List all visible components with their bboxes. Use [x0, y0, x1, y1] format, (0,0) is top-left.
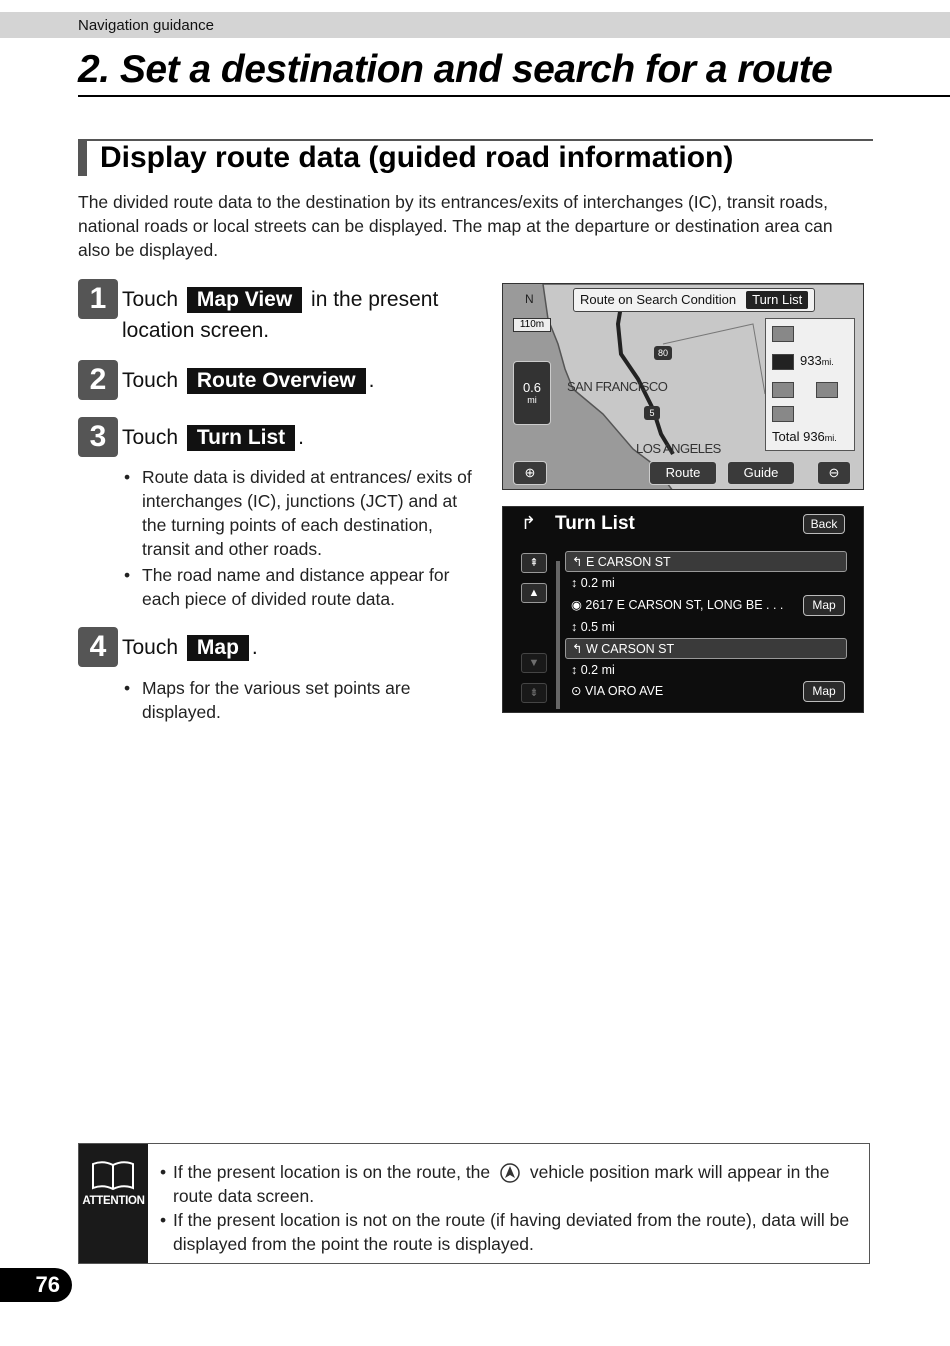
highway-shield-80: 80 — [654, 346, 672, 360]
route-summary-panel — [765, 318, 855, 451]
location-name: 2617 E CARSON ST, LONG BE . . . — [585, 598, 784, 612]
city-label-san-francisco: SAN FRANCISCO — [567, 379, 668, 394]
segment-distance: 0.5 mi — [580, 620, 615, 634]
step-3-note: • Route data is divided at entrances/ exits of interchanges (IC), junctions (JCT) and at the turning points of each destination, transit and other roads. — [122, 465, 477, 561]
vehicle-position-icon: ⊙ — [571, 684, 585, 698]
map-scale: 110m — [513, 318, 551, 332]
attention-notes — [160, 1160, 860, 1256]
attention-label: ATTENTION — [82, 1195, 145, 1207]
step-2-post: . — [368, 369, 375, 392]
step-4-post: . — [251, 636, 258, 659]
attention-note-1-end: vehicle position mark will appear in the route data screen. — [173, 1162, 830, 1207]
other-road-icon — [772, 406, 794, 422]
page-down-icon[interactable]: ⇟ — [521, 683, 547, 703]
turn-list-row — [565, 660, 847, 681]
step-1-post: in the present — [311, 288, 439, 311]
running-header — [0, 12, 950, 38]
step-4-number: 4 — [78, 627, 118, 667]
attention-note-1-start: If the present location is on the route, the — [173, 1162, 491, 1182]
highway-row — [772, 353, 834, 370]
page-up-icon[interactable]: ⇞ — [521, 553, 547, 573]
street-name: E CARSON ST — [585, 555, 671, 569]
step-2-number: 2 — [78, 360, 118, 400]
step-1-text — [122, 284, 438, 346]
route-condition-banner — [573, 288, 815, 312]
distance-icon: ↕ — [571, 620, 581, 634]
north-arrow-icon: N — [525, 292, 534, 306]
turn-list-icon: ↱ — [521, 513, 537, 533]
turn-list-row[interactable] — [565, 638, 847, 659]
total-row — [772, 429, 837, 444]
book-icon — [89, 1160, 137, 1192]
location-icon: ◉ — [571, 598, 586, 612]
step-3-notes — [122, 465, 477, 613]
attention-box — [78, 1143, 870, 1264]
other-row — [772, 405, 800, 422]
section-marker — [78, 140, 87, 176]
chapter-title: 2. Set a destination and search for a route — [78, 48, 833, 91]
turn-left-icon: ↰ — [572, 642, 586, 656]
step-2-pre: Touch — [122, 369, 179, 392]
distance-indicator — [513, 361, 551, 425]
attention-note — [160, 1160, 860, 1208]
step-1-post2: location screen. — [122, 319, 270, 342]
running-header-label: Navigation guidance — [78, 17, 214, 34]
turn-left-icon: ↰ — [572, 555, 586, 569]
scroll-up-icon[interactable]: ▲ — [521, 583, 547, 603]
turn-list-row — [565, 617, 847, 638]
segment-distance: 0.2 mi — [580, 663, 615, 677]
route-overview-screenshot — [502, 283, 864, 490]
turn-list-screenshot — [502, 506, 864, 713]
route-button[interactable]: Route — [649, 461, 717, 485]
page-number: 76 — [0, 1268, 72, 1302]
intro-paragraph: The divided route data to the destination by its entrances/exits of interchanges (IC), transit roads, national roads or local streets can be displayed. The map at the departure or destination area can also be displayed. — [78, 192, 833, 260]
back-button[interactable]: Back — [803, 514, 845, 534]
distance-icon: ↕ — [571, 576, 581, 590]
city-label-los-angeles: LOS ANGELES — [636, 441, 721, 456]
map-button[interactable]: Map — [803, 681, 845, 702]
total-miles: 936 — [803, 429, 825, 444]
distance-unit: mi — [527, 395, 537, 405]
chapter-rule — [78, 95, 950, 97]
vehicle-position-mark-icon — [497, 1162, 523, 1184]
step-4-pre: Touch — [122, 636, 179, 659]
step-3-number: 3 — [78, 417, 118, 457]
turn-list-row[interactable] — [565, 551, 847, 572]
turn-list-row — [565, 573, 847, 594]
highway-unit: mi. — [821, 357, 834, 367]
road-type-row — [772, 325, 800, 342]
zoom-in-icon[interactable]: ⊕ — [513, 461, 547, 485]
step-1-number: 1 — [78, 279, 118, 319]
turn-list-title: Turn List — [555, 513, 635, 534]
segment-distance: 0.2 mi — [580, 576, 615, 590]
attention-sidebar — [79, 1144, 148, 1263]
scroll-down-icon[interactable]: ▼ — [521, 653, 547, 673]
highway-miles: 933 — [800, 353, 822, 368]
ferry-row — [772, 381, 844, 398]
step-4-note: • Maps for the various set points are displayed. — [122, 676, 477, 724]
step-2-text — [122, 365, 374, 396]
step-3-post: . — [298, 426, 304, 449]
map-button[interactable]: Map — [803, 595, 845, 616]
step-3-note: • The road name and distance appear for each piece of divided route data. — [122, 563, 477, 611]
distance-icon: ↕ — [571, 663, 581, 677]
toll-road-icon — [772, 326, 794, 342]
scrollbar-track[interactable] — [556, 561, 560, 709]
tollgate-icon — [816, 382, 838, 398]
total-unit: mi. — [824, 433, 837, 443]
step-3-pre: Touch — [122, 426, 179, 449]
step-3-text — [122, 422, 304, 453]
guide-button[interactable]: Guide — [727, 461, 795, 485]
distance-value: 0.6 — [522, 380, 542, 395]
attention-note: • If the present location is not on the route (if having deviated from the route), data will be displayed from the point the route is displayed. — [160, 1208, 860, 1256]
map-view-button-label: Map View — [187, 287, 302, 313]
step-4-text — [122, 632, 258, 663]
route-condition-label: Route on Search Condition — [580, 292, 737, 307]
turn-list-button[interactable]: Turn List — [746, 291, 808, 309]
step-4-notes — [122, 676, 477, 726]
turn-list-button-label: Turn List — [187, 425, 295, 451]
zoom-out-icon[interactable]: ⊖ — [817, 461, 851, 485]
step-1-pre: Touch — [122, 288, 179, 311]
section-title: Display route data (guided road information) — [100, 141, 734, 174]
ferry-icon — [772, 382, 794, 398]
map-button-label: Map — [187, 635, 249, 661]
highway-shield-5: 5 — [644, 406, 660, 420]
location-name: VIA ORO AVE — [584, 684, 664, 698]
street-name: W CARSON ST — [585, 642, 675, 656]
route-overview-button-label: Route Overview — [187, 368, 366, 394]
total-label: Total — [772, 429, 800, 444]
freeway-icon — [772, 354, 794, 370]
